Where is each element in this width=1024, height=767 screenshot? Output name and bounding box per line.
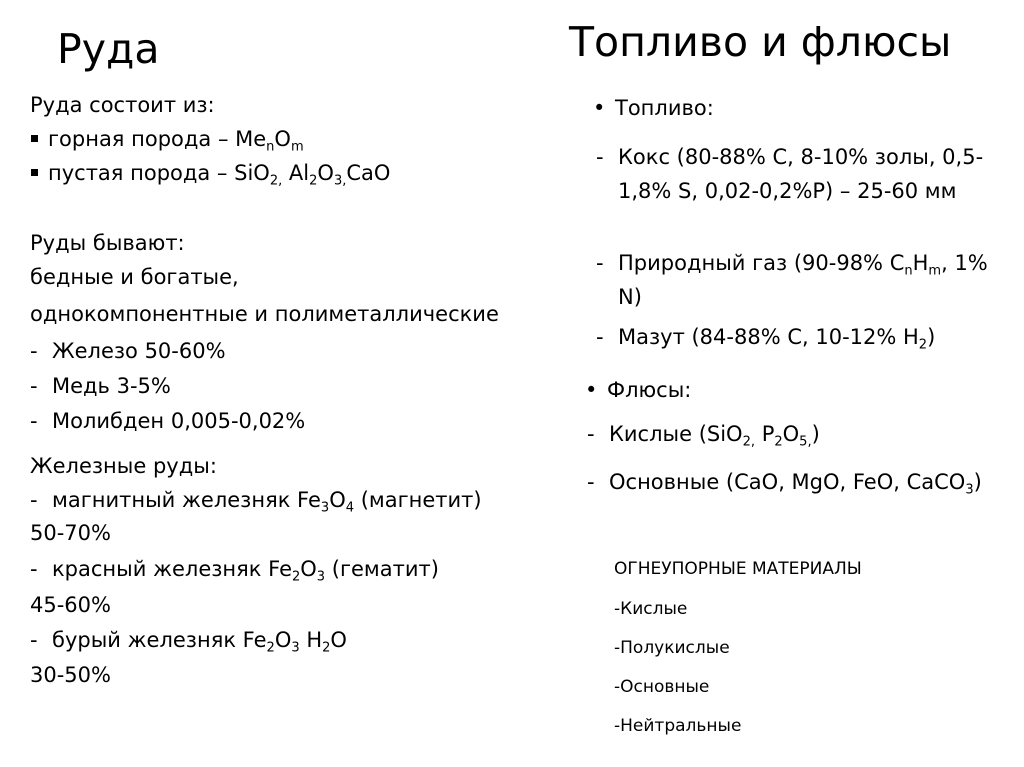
refractory-item: -Нейтральные [614, 716, 742, 736]
fuel-item-mazut: - Мазут (84-88% С, 10-12% $Н_2$) [596, 325, 936, 353]
square-bullet-icon [31, 135, 38, 142]
composition-item-rock: горная порода – $Me_nO_m$ [30, 126, 304, 152]
fuel-item-coke: - Кокс (80-88% С, 8-10% золы, 0,5-1,8% S, 0,02-0,2%P) – 25-60 мм [596, 145, 984, 203]
refractory-item: -Основные [614, 677, 710, 697]
types-heading: Руды бывают: [30, 231, 185, 255]
types-item: - Молибден 0,005-0,02% [30, 409, 306, 433]
fluxes-item-acid: - Кислые (SiO$_{2,}$ $P_2O_{5,}$) [587, 422, 820, 450]
iron-item-magnetite-pct: 50-70% [30, 521, 111, 545]
square-bullet-icon [31, 169, 38, 176]
iron-item-limonite: - бурый железняк $Fe_2O_3$ $H_2O$ [30, 628, 347, 656]
composition-heading: Руда состоит из: [30, 93, 215, 117]
fuel-heading: • Топливо: [593, 96, 714, 120]
iron-item-hematite: - красный железняк $Fe_2O_3$ (гематит) [30, 557, 439, 585]
iron-item-hematite-pct: 45-60% [30, 593, 111, 617]
iron-heading: Железные руды: [30, 454, 217, 478]
fuel-item-gas: - Природный газ (90-98% $С_nH_m$, 1% N) [596, 251, 988, 309]
composition-item-gangue: пустая порода – SiO$_{2,}$ $Al_2O_{3,}CaO$ [30, 160, 390, 186]
refractory-item: -Кислые [614, 599, 688, 619]
fluxes-heading: • Флюсы: [585, 378, 692, 402]
types-item: - Железо 50-60% [30, 339, 226, 363]
left-title: Руда [57, 25, 160, 73]
refractory-heading: ОГНЕУПОРНЫЕ МАТЕРИАЛЫ [614, 559, 862, 579]
types-line2: однокомпонентные и полиметаллические [30, 302, 499, 326]
types-item: - Медь 3-5% [30, 374, 171, 398]
iron-item-limonite-pct: 30-50% [30, 663, 111, 687]
refractory-item: -Полукислые [614, 638, 730, 658]
types-line1: бедные и богатые, [30, 265, 239, 289]
iron-item-magnetite: - магнитный железняк $Fe_3O_4$ (магнетит) [30, 488, 482, 516]
right-title: Топливо и флюсы [569, 18, 952, 66]
fluxes-item-basic: - Основные (CaO, MgO, FeO, CaCO$_3$) [587, 470, 982, 498]
